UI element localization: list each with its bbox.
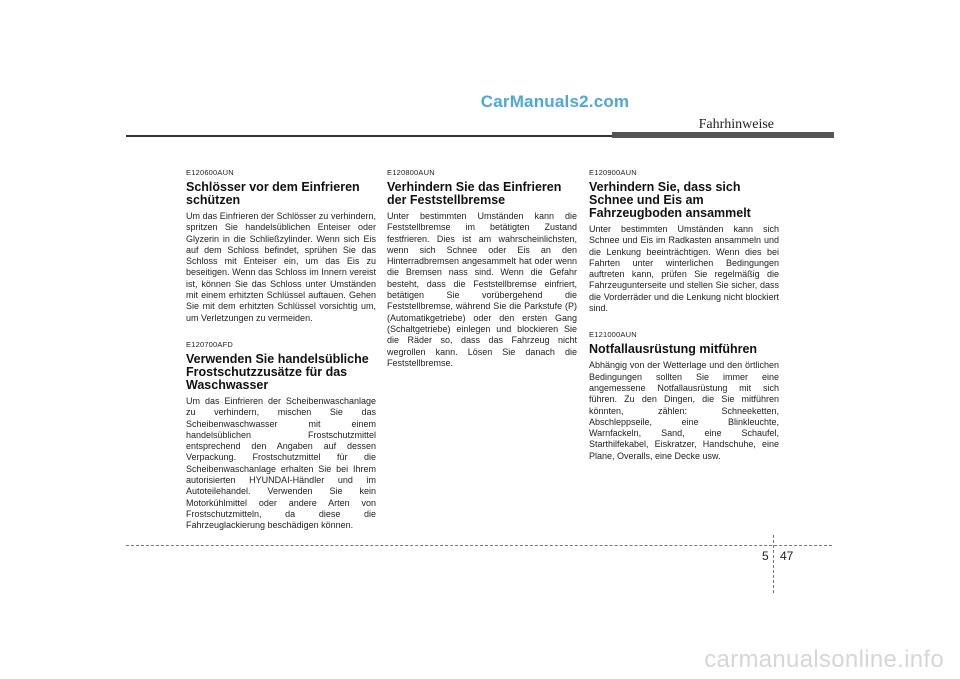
section-code: E120700AFD xyxy=(186,339,234,349)
page-number-divider xyxy=(773,535,774,593)
section-title: Fahrhinweise xyxy=(698,117,774,132)
column-2 xyxy=(387,168,577,385)
section xyxy=(589,330,779,462)
section-body: Abhängig von der Wetterlage und den örtlichen Bedingungen sollten Sie immer eine angemessene Notfallausrüstung mit sich führen. Zu den Dingen, die Sie mitführen könnten, zählen: Schneeketten, Abschleppseile, eine Blinkleuchte, Warnfackeln, Sand, eine Schaufel, Starthilfekabel, Eiskratzer, Handschuhe, eine Plane, Overalls, eine Decke usw. xyxy=(589,360,779,461)
section-body: Unter bestimmten Umständen kann die Feststellbremse im betätigten Zustand festfrieren. Dies ist am wahrscheinlichsten, wenn sich Schnee oder Eis an den Hinterradbremsen angesammelt hat oder wenn die Bremsen nass sind. Wenn die Gefahr besteht, dass die Feststellbremse einfriert, betätigen Sie vorübergehend die Feststellbremse, während Sie die Parkstufe (P) (Automatikgetriebe) oder den ersten Gang (Schaltgetriebe) einlegen und blockieren Sie die Räder so, dass das Fahrzeug nicht wegrollen kann. Lösen Sie danach die Feststellbremse. xyxy=(387,211,577,368)
header-bar xyxy=(612,132,834,138)
watermark-top: CarManuals2.com xyxy=(480,92,630,111)
section xyxy=(186,340,376,532)
page-number: 47 xyxy=(780,549,794,563)
section-code: E120600AUN xyxy=(186,168,234,177)
watermark-bottom: carmanualsonline.info xyxy=(704,646,944,673)
section-heading: Verhindern Sie das Einfrieren der Feststellbremse xyxy=(387,180,562,207)
section-body: Unter bestimmten Umständen kann sich Schnee und Eis im Radkasten ansammeln und die Lenkung beeinträchtigen. Wenn dies bei Fahrten unter winterlichen Bedingungen auftreten kann, prüfen Sie regelmäßig die Fahrzeugunterseite und stellen Sie sicher, dass die Vorderräder und die Lenkung nicht blockiert sind. xyxy=(589,224,779,314)
section xyxy=(186,168,376,324)
section xyxy=(589,168,779,314)
section xyxy=(387,168,577,369)
column-3 xyxy=(589,168,779,478)
section-body: Um das Einfrieren der Scheibenwaschanlage zu verhindern, mischen Sie das Scheibenwaschwasser mit einem handelsüblichen Frostschutzmittel entsprechend den Angaben auf dessen Verpackung. Frostschutzmittel für die Scheibenwaschanlage erhalten Sie bei Ihrem autorisierten HYUNDAI-Händler und im Autoteilehandel. Verwenden Sie kein Motorkühlmittel oder andere Arten von Frostschutzmitteln, da diese die Fahrzeuglackierung beschädigen können. xyxy=(186,395,376,531)
section-heading: Notfallausrüstung mitführen xyxy=(589,342,758,357)
section-heading: Schlösser vor dem Einfrieren schützen xyxy=(186,180,360,207)
section-heading: Verhindern Sie, dass sich Schnee und Eis am Fahrzeugboden ansammelt xyxy=(589,180,751,220)
section-body: Um das Einfrieren der Schlösser zu verhindern, spritzen Sie handelsüblichen Enteiser oder Glyzerin in die Schließzylinder. Wenn sich Eis auf dem Schloss befindet, sprühen Sie das Schloss mit Enteiser ein, um das Eis zu beseitigen. Wenn das Schloss im Innern vereist ist, können Sie das Schloss unter Umständen mit einem erhitzten Schlüssel auftauen. Gehen Sie mit dem erhitzten Schlüssel vorsichtig um, um Verletzungen zu vermeiden. xyxy=(186,211,376,323)
section-code: E120800AUN xyxy=(387,168,435,177)
chapter-number: 5 xyxy=(762,549,769,563)
section-heading: Verwenden Sie handelsübliche Frostschutzzusätze für das Waschwasser xyxy=(186,351,369,392)
section-code: E121000AUN xyxy=(589,330,637,340)
column-1 xyxy=(186,168,376,548)
footer-rule xyxy=(126,545,832,546)
section-code: E120900AUN xyxy=(589,168,637,177)
